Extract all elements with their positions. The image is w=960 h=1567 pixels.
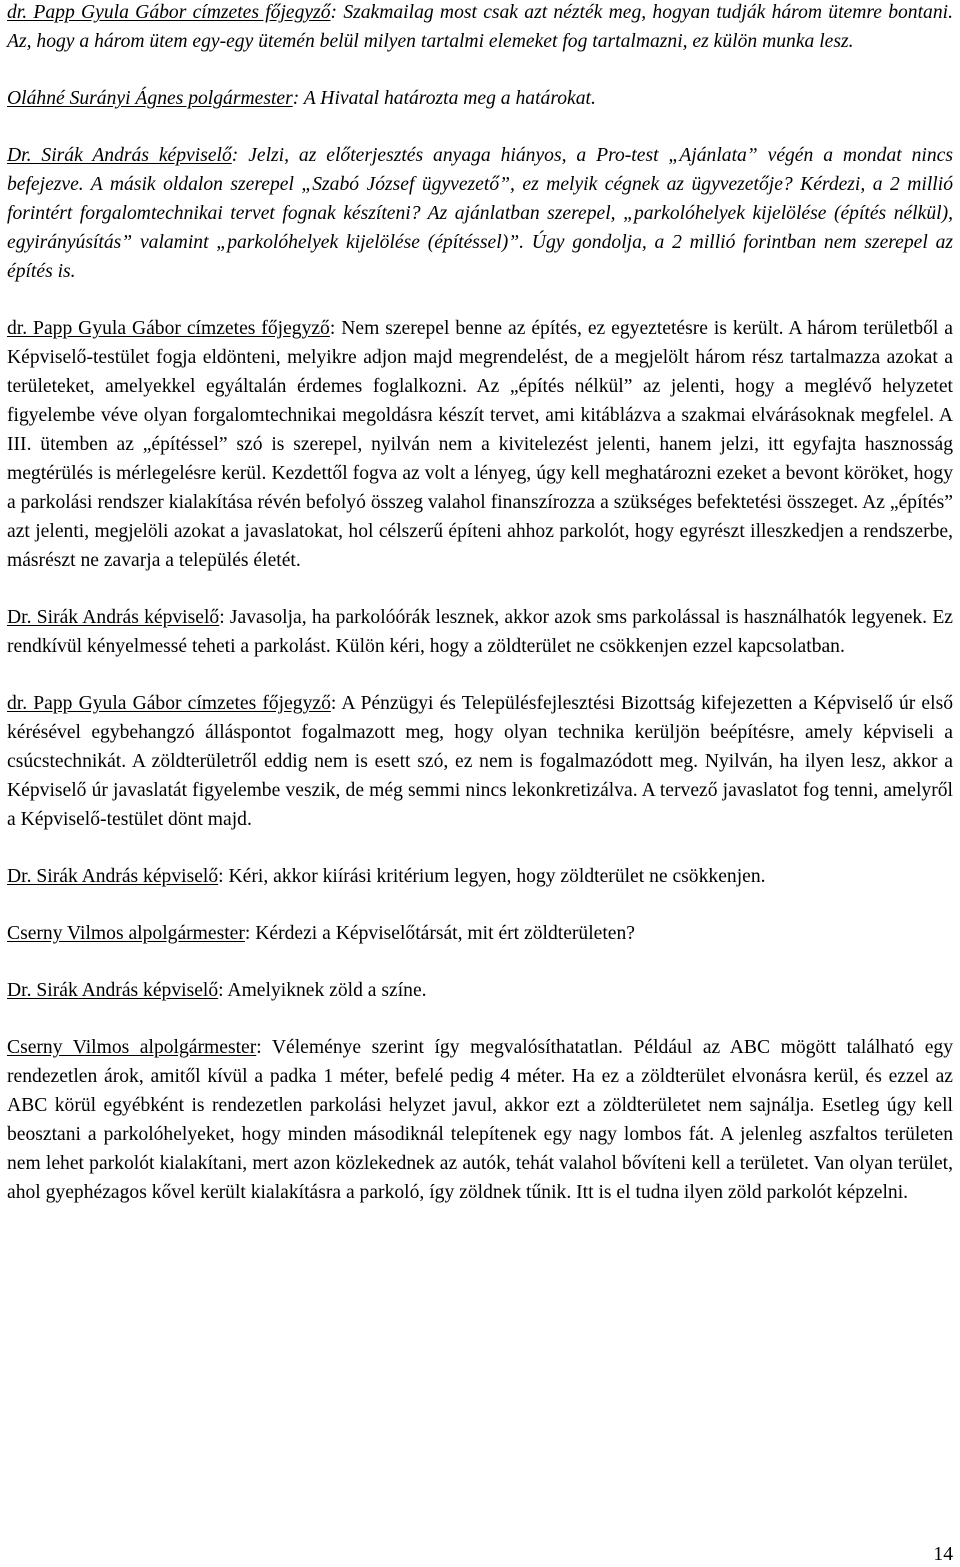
speaker-name: Cserny Vilmos alpolgármester [7,1037,257,1058]
paragraph-7 [7,862,953,891]
paragraph-text: : A Hivatal határozta meg a határokat. [292,88,596,109]
paragraph-text: : Szakmailag most csak azt nézték meg, hogyan tudják három ütemre bontani. Az, hogy a három ütem egy-egy ütemén belül milyen tartalmi elemeket fog tartalmazni, ez külön munka lesz. [7,2,953,52]
paragraph-1 [7,0,953,56]
paragraph-5 [7,603,953,661]
paragraph-10 [7,1033,953,1207]
paragraph-2 [7,84,953,113]
paragraph-6 [7,689,953,834]
paragraph-text: : Kéri, akkor kiírási kritérium legyen, hogy zöldterület ne csökkenjen. [218,866,766,887]
speaker-name: Cserny Vilmos alpolgármester [7,923,245,944]
speaker-name: Dr. Sirák András képviselő [7,866,219,887]
speaker-name: Oláhné Surányi Ágnes polgármester [7,88,293,109]
speaker-name: Dr. Sirák András képviselő [7,980,219,1001]
paragraph-8 [7,919,953,948]
page-number: 14 [933,1544,953,1565]
speaker-name: Dr. Sirák András képviselő [7,607,220,628]
speaker-name: dr. Papp Gyula Gábor címzetes főjegyző [7,693,331,714]
paragraph-4 [7,314,953,575]
paragraph-text: : Javasolja, ha parkolóórák lesznek, akkor azok sms parkolással is használhatók legyenek. Ez rendkívül kényelmessé teheti a parkolást. Külön kéri, hogy a zöldterület ne csökkenjen ezzel kapcsolatban. [7,607,953,657]
paragraph-text: : Kérdezi a Képviselőtársát, mit ért zöldterületen? [244,923,635,944]
paragraph-text: : Jelzi, az előterjesztés anyaga hiányos, a Pro-test „Ajánlata” végén a mondat nincs befejezve. A másik oldalon szerepel „Szabó József ügyvezető”, ez melyik cégnek az ügyvezetője? Kérdezi, a 2 millió forintért forgalomtechnikai tervet fognak készíteni? Az ajánlatban szerepel, „parkolóhelyek kijelölése (építés nélkül), egyirányúsítás” valamint „parkolóhelyek kijelölése (építéssel)”. Úgy gondolja, a 2 millió forintban nem szerepel az építés is. [7,145,953,282]
speaker-name: dr. Papp Gyula Gábor címzetes főjegyző [7,2,331,23]
paragraph-text: : Véleménye szerint így megvalósíthatatlan. Például az ABC mögött található egy rendezetlen árok, amitől kívül a padka 1 méter, befelé pedig 4 méter. Ha ez a zöldterület elvonásra kerül, és ezzel az ABC körül egyébként is rendezetlen parkolási helyzet javul, akkor ezt a zöldterületet nem sajnálja. Esetleg úgy kell beosztani a parkolóhelyeket, hogy minden másodiknál telepítenek egy nagy lombos fát. A jelenleg aszfaltos területen nem lehet parkolót kialakítani, mert azon közlekednek az autók, tehát valahol bővíteni kell a területet. Van olyan terület, ahol gyephézagos kővel került kialakításra a parkoló, így zöldnek tűnik. Itt is el tudna ilyen zöld parkolót képzelni. [7,1037,953,1203]
speaker-name: Dr. Sirák András képviselő [7,145,232,166]
paragraph-3 [7,141,953,286]
document-page [7,0,953,1235]
paragraph-9 [7,976,953,1005]
paragraph-text: : Nem szerepel benne az építés, ez egyeztetésre is került. A három területből a Képviselő-testület fogja eldönteni, melyikre adjon majd megrendelést, de a megjelölt három rész tartalmazza azokat a területeket, amelyekkel egyáltalán érdemes foglalkozni. Az „építés nélkül” az jelenti, hogy a meglévő helyzetet figyelembe véve olyan forgalomtechnikai megoldásra készít tervet, ami kitáblázva a szakmai elvárásoknak megfelel. A III. ütemben az „építéssel” szó is szerepel, nyilván nem a kivitelezést jelenti, hanem jelzi, itt egyfajta hasznosság megtérülés is mérlegelésre kerül. Kezdettől fogva az volt a lényeg, úgy kell meghatározni ezeket a bevont köröket, hogy a parkolási rendszer kialakítása révén befolyó összeg valahol finanszírozza a szükséges befektetési összeget. Az „építés” azt jelenti, megjelöli azokat a javaslatokat, hol célszerű építeni ahhoz parkolót, hogy egyrészt illeszkedjen a rendszerbe, másrészt ne zavarja a település életét. [7,318,953,571]
paragraph-text: : A Pénzügyi és Településfejlesztési Bizottság kifejezetten a Képviselő úr első kérésével egybehangzó álláspontot fogalmazott meg, hogy olyan technika kerüljön beépítésre, amely képviseli a csúcstechnikát. A zöldterületről eddig nem is esett szó, ez nem is fogalmazódott meg. Nyilván, ha ilyen lesz, akkor a Képviselő úr javaslatát figyelembe veszik, de még semmi nincs lekonkretizálva. A tervező javaslatot fog tenni, amelyről a Képviselő-testület dönt majd. [7,693,953,830]
speaker-name: dr. Papp Gyula Gábor címzetes főjegyző [7,318,330,339]
paragraph-text: : Amelyiknek zöld a színe. [218,980,427,1001]
